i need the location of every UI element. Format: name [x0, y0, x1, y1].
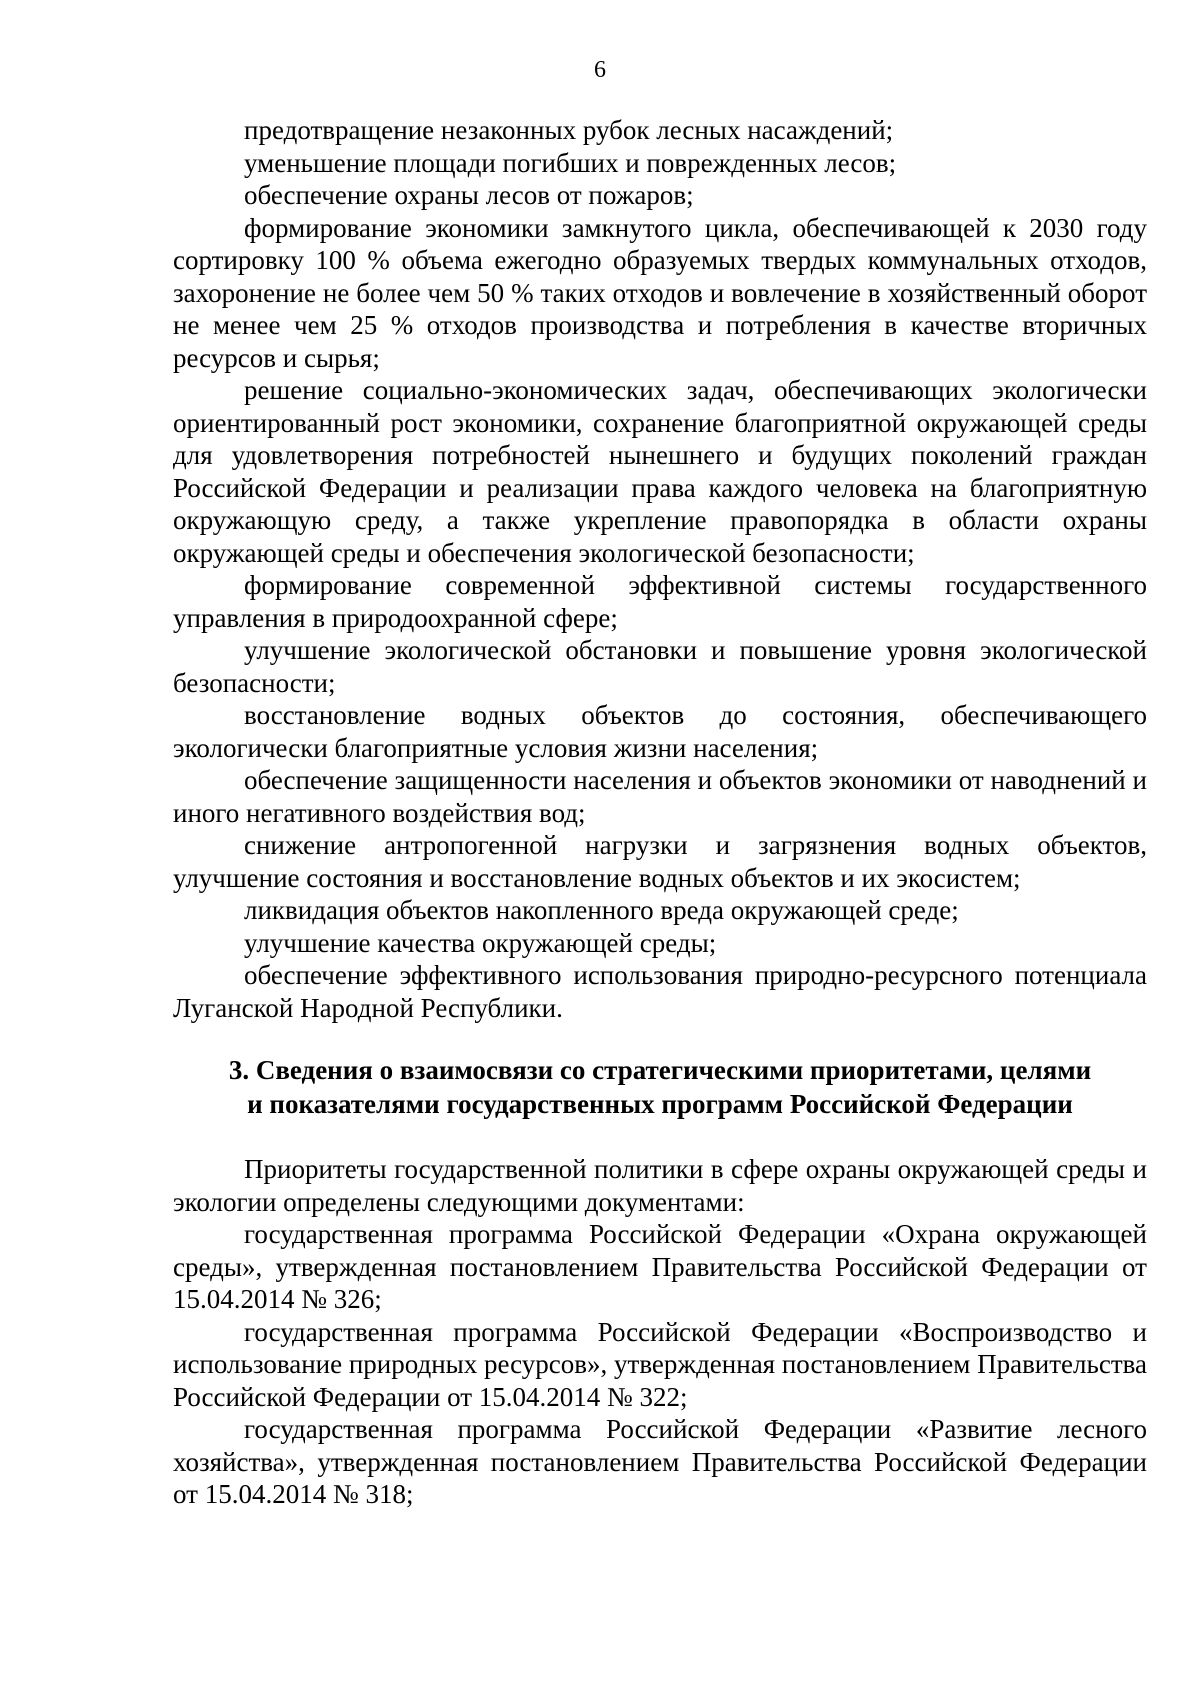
document-reference: государственная программа Российской Федерации «Воспроизводство и использование природных ресурсов», утвержденная постановлением Правительства Российской Федерации от 15.04.2014 № 322; — [173, 1316, 1147, 1412]
list-item: снижение антропогенной нагрузки и загрязнения водных объектов, улучшение состояния и восстановление водных объектов и их экосистем; — [173, 830, 1147, 893]
list-item: восстановление водных объектов до состояния, обеспечивающего экологически благоприятные условия жизни населения; — [173, 700, 1147, 763]
list-item: обеспечение защищенности населения и объектов экономики от наводнений и иного негативного воздействия вод; — [173, 765, 1147, 828]
document-body — [173, 114, 1147, 1511]
section-heading-line: и показателями государственных программ Российской Федерации — [247, 1089, 1073, 1119]
section-intro: Приоритеты государственной политики в сфере охраны окружающей среды и экологии определены следующими документами: — [173, 1154, 1147, 1217]
list-item: решение социально-экономических задач, обеспечивающих экологически ориентированный рост экономики, сохранение благоприятной окружающей среды для удовлетворения потребностей нынешнего и будущих поколений граждан Российской Федерации и реализации права каждого человека на благоприятную окружающую среду, а также укрепление правопорядка в области охраны окружающей среды и обеспечения экологической безопасности; — [173, 375, 1147, 568]
list-item: формирование экономики замкнутого цикла, обеспечивающей к 2030 году сортировку 100 % объема ежегодно образуемых твердых коммунальных отходов, захоронение не более чем 50 % таких отходов и вовлечение в хозяйственный оборот не менее чем 25 % отходов производства и потребления в качестве вторичных ресурсов и сырья; — [173, 212, 1147, 373]
document-reference: государственная программа Российской Федерации «Развитие лесного хозяйства», утвержденная постановлением Правительства Российской Федерации от 15.04.2014 № 318; — [173, 1414, 1147, 1509]
list-item: ликвидация объектов накопленного вреда окружающей среде; — [244, 895, 959, 925]
list-item: формирование современной эффективной системы государственного управления в природоохранной сфере; — [173, 570, 1147, 633]
section-heading — [173, 1053, 1147, 1121]
document-reference: государственная программа Российской Федерации «Охрана окружающей среды», утвержденная постановлением Правительства Российской Федерации от 15.04.2014 № 326; — [173, 1219, 1147, 1314]
section-heading-line: 3. Сведения о взаимосвязи со стратегическими приоритетами, целями — [228, 1055, 1092, 1085]
list-item: улучшение экологической обстановки и повышение уровня экологической безопасности; — [173, 635, 1147, 698]
list-item: предотвращение незаконных рубок лесных насаждений; — [244, 115, 894, 145]
list-item: улучшение качества окружающей среды; — [244, 927, 717, 958]
list-item: обеспечение охраны лесов от пожаров; — [244, 180, 694, 210]
list-item: уменьшение площади погибших и поврежденных лесов; — [244, 147, 897, 178]
page-number: 6 — [594, 57, 606, 83]
list-item: обеспечение эффективного использования природно-ресурсного потенциала Луганской Народной Республики. — [173, 960, 1147, 1023]
